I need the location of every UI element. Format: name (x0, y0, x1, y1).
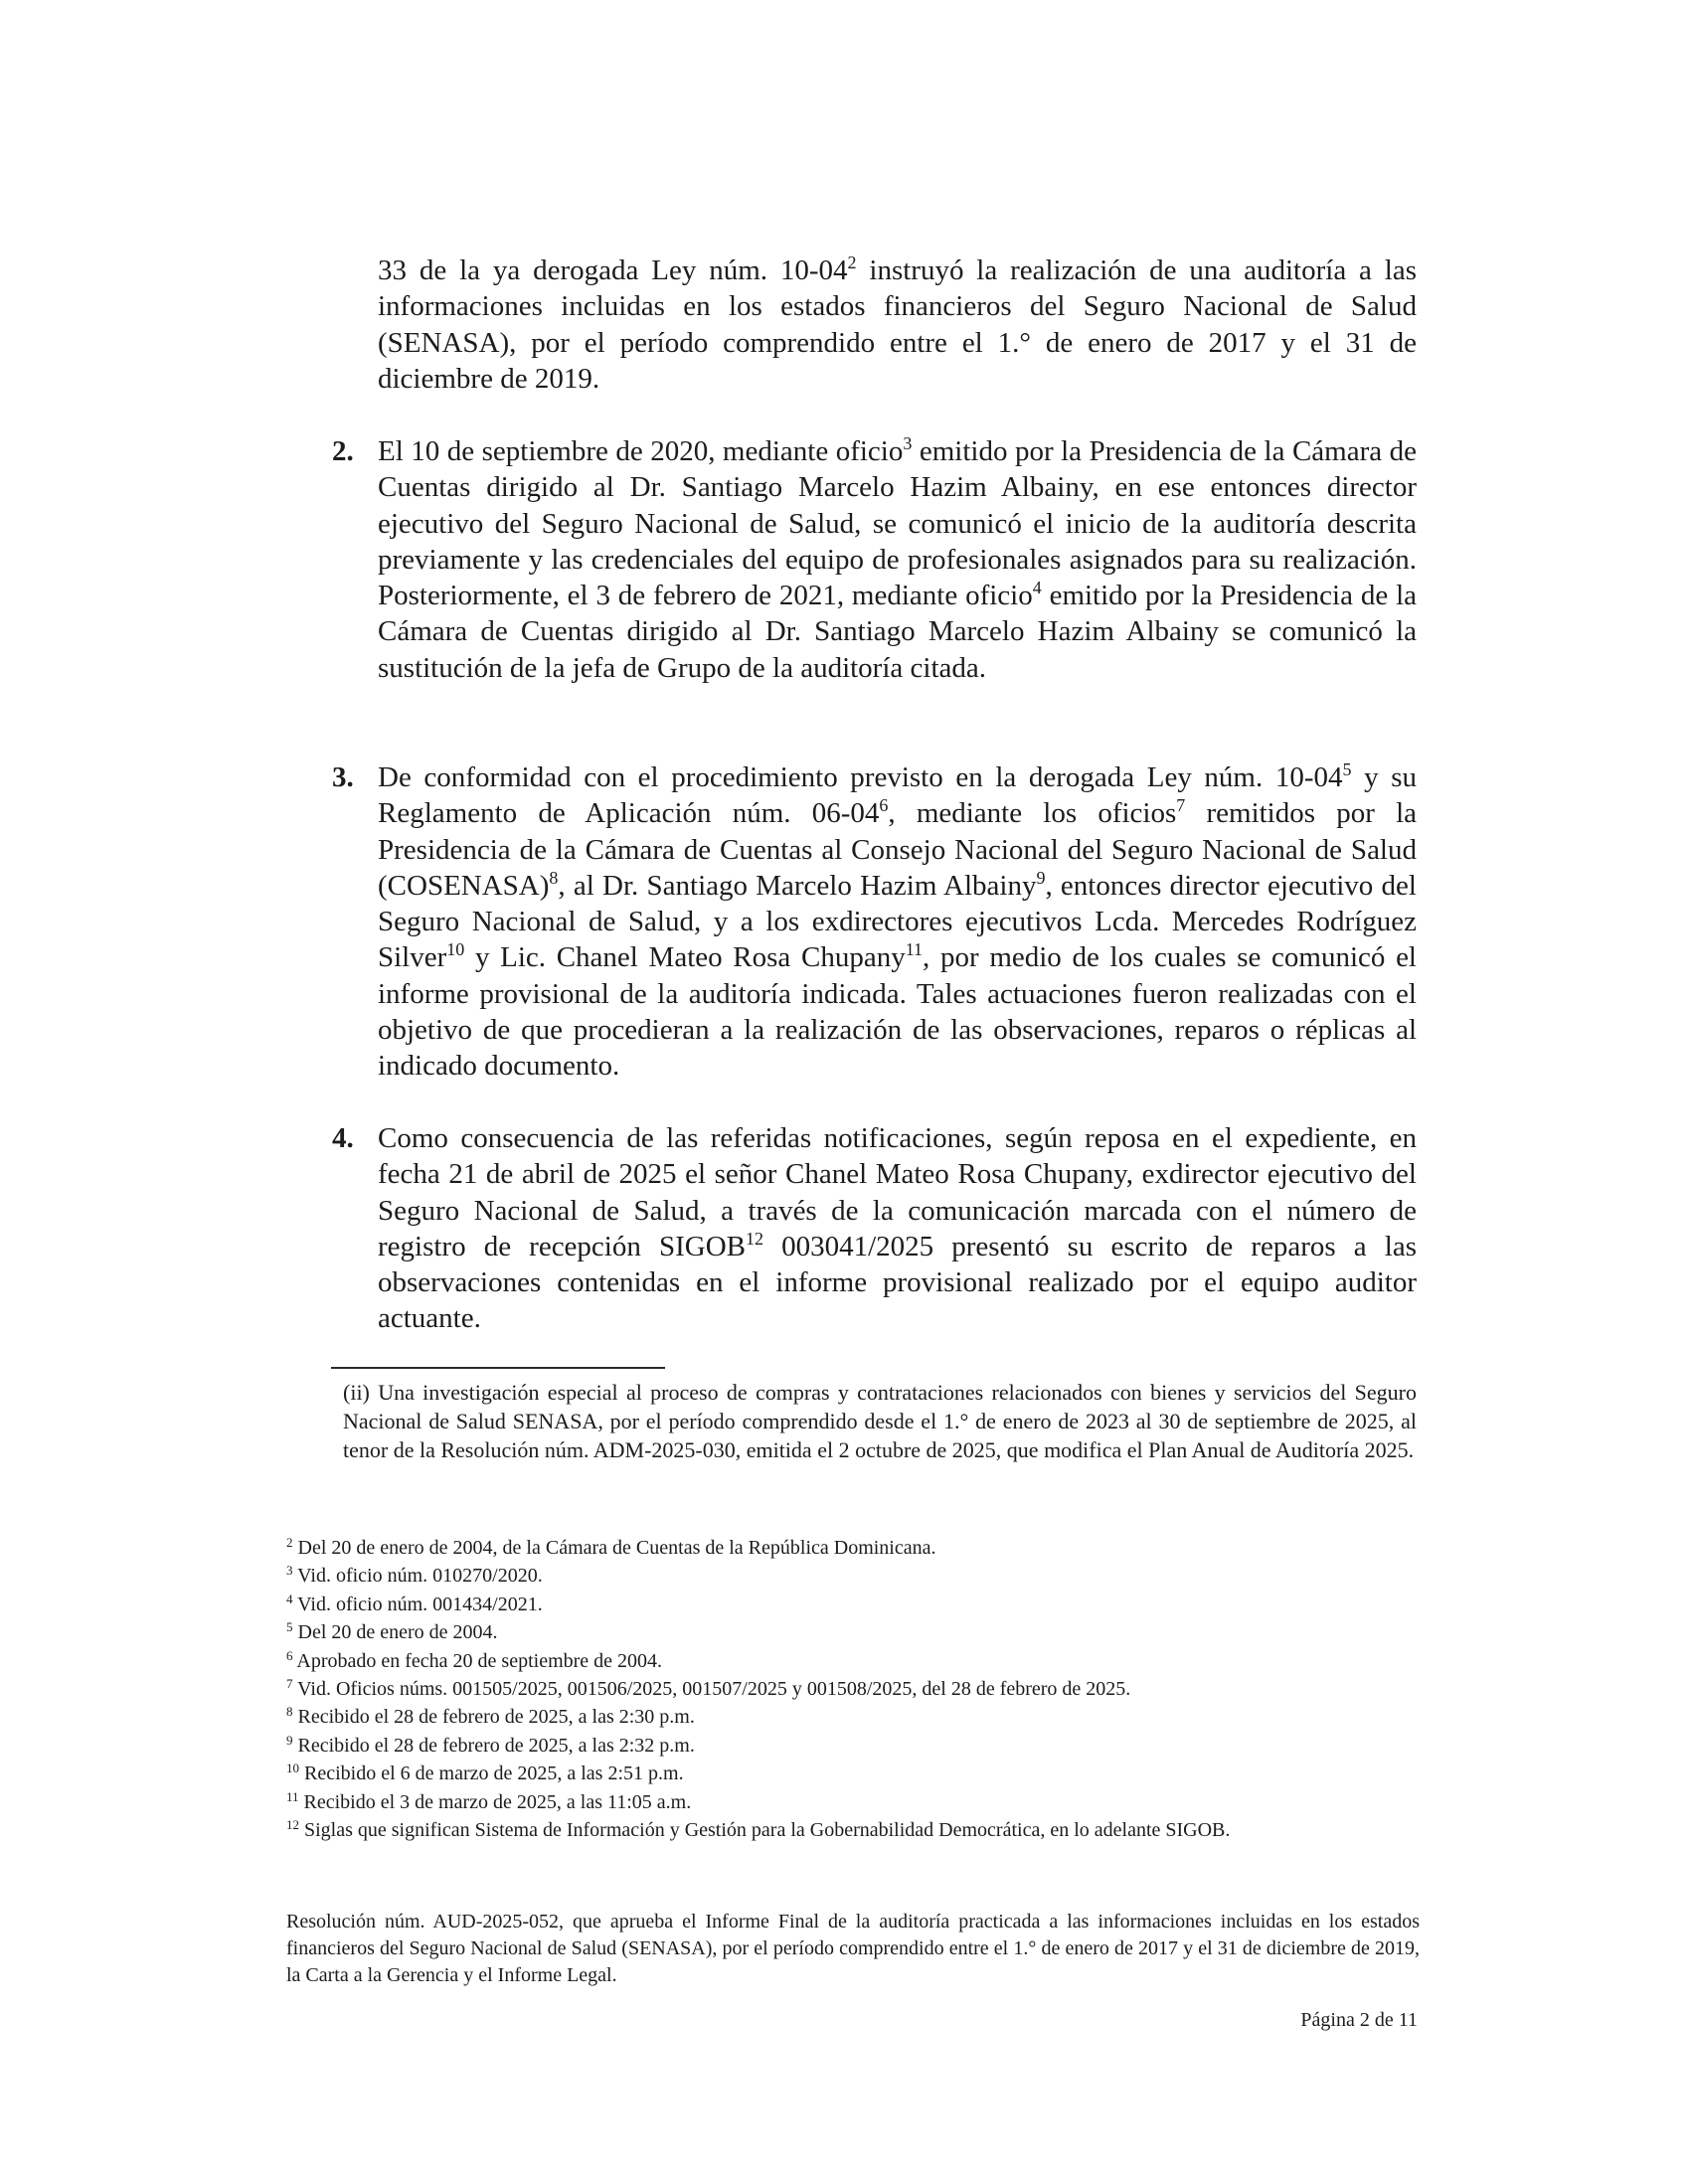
footnote-10 (286, 1760, 1420, 1787)
footnote-text: Aprobado en fecha 20 de septiembre de 2004. (292, 1649, 663, 1672)
footnote-text: Vid. oficio núm. 010270/2020. (292, 1565, 543, 1588)
footnote-text: Del 20 de enero de 2004. (292, 1621, 498, 1644)
footnote-text: Siglas que significan Sistema de Información y Gestión para la Gobernabilidad Democrática, en lo adelante SIGOB. (299, 1819, 1231, 1842)
footnote-12 (286, 1816, 1420, 1844)
footnote-number: 11 (286, 1788, 299, 1804)
footnote-text: Recibido el 28 de febrero de 2025, a las 2:32 p.m. (292, 1734, 695, 1757)
resolution-footer: Resolución núm. AUD-2025-052, que aprueba el Informe Final de la auditoría practicada a las informaciones incluidas en los estados financieros del Seguro Nacional de Salud (SENASA), por el período comprendido entre el 1.° de enero de 2017 y el 31 de diciembre de 2019, la Carta a la Gerencia y el Informe Legal. (286, 1911, 1420, 1986)
footnote-number: 4 (286, 1591, 293, 1606)
paragraph-text: , por medio de los cuales se comunicó el informe provisional de la auditoría indicada. Tales actuaciones fueron realizadas con el objetivo de que procedieran a la realización de las observaciones, reparos o réplicas al indicado documento. (378, 941, 1417, 1083)
footnote-number: 9 (286, 1732, 293, 1748)
footnote-number: 6 (286, 1647, 293, 1663)
paragraph-text: , mediante los oficios (888, 797, 1177, 830)
footnote-6 (286, 1647, 1420, 1675)
footnote-text: Recibido el 28 de febrero de 2025, a las 2:30 p.m. (292, 1706, 695, 1729)
paragraph-text: y Lic. Chanel Mateo Rosa Chupany (464, 941, 906, 974)
footnote-number: 3 (286, 1563, 293, 1579)
footnote-number: 2 (286, 1535, 293, 1550)
footnote-4 (286, 1591, 1420, 1618)
footnote-ref-9: 9 (1036, 867, 1046, 888)
footnote-number: 8 (286, 1704, 293, 1720)
page-number: Página 2 de 11 (1300, 2009, 1418, 2031)
footnote-8 (286, 1703, 1420, 1731)
paragraph-text: De conformidad con el procedimiento previsto en la derogada Ley núm. 10-04 (378, 761, 1343, 793)
footnote-continuation: (ii) Una investigación especial al proceso de compras y contrataciones relacionados con bienes y servicios del Seguro Nacional de Salud SENASA, por el período comprendido desde el 1.° de enero de 2023 al 30 de septiembre de 2025, al tenor de la Resolución núm. ADM-2025-030, emitida el 2 octubre de 2025, que modifica el Plan Anual de Auditoría 2025. (343, 1380, 1417, 1462)
footnote-ref-5: 5 (1342, 759, 1352, 779)
footnote-number: 12 (286, 1817, 299, 1833)
footnote-ref-11: 11 (905, 939, 924, 960)
footnote-5 (286, 1618, 1420, 1646)
numbered-paragraph-2 (332, 433, 1417, 686)
footnote-2 (286, 1534, 1420, 1562)
paragraph-text: emitido por la Presidencia de la Cámara de Cuentas dirigido al Dr. Santiago Marcelo Hazim Albainy se comunicó la sustitución de la jefa de Grupo de la auditoría citada. (378, 580, 1417, 684)
paragraph-text: remitidos por la Presidencia de la Cámara de Cuentas al Consejo Nacional del Seguro Nacional de Salud (COSENASA) (378, 797, 1417, 902)
footnote-ref-6: 6 (879, 795, 889, 816)
footnote-ref-3: 3 (903, 433, 913, 453)
footnote-text: Recibido el 6 de marzo de 2025, a las 2:51 p.m. (299, 1763, 684, 1785)
footnote-separator (331, 1367, 665, 1369)
paragraph-number: 3. (332, 761, 354, 793)
footnote-11 (286, 1788, 1420, 1816)
numbered-paragraph-3 (332, 759, 1417, 1085)
paragraph-text: , entonces director ejecutivo del Seguro Nacional de Salud, y a los exdirectores ejecutivos Lcda. Mercedes Rodríguez Silver (378, 869, 1417, 974)
footnote-number: 7 (286, 1676, 293, 1692)
footnote-text: Del 20 de enero de 2004, de la Cámara de Cuentas de la República Dominicana. (292, 1537, 936, 1559)
paragraph-text: Como consecuencia de las referidas notificaciones, según reposa en el expediente, en fecha 21 de abril de 2025 el señor Chanel Mateo Rosa Chupany, exdirector ejecutivo del Seguro Nacional de Salud, a través de la comunicación marcada con el número de registro de recepción SIGOB (378, 1122, 1417, 1262)
paragraph-text: , al Dr. Santiago Marcelo Hazim Albainy (558, 869, 1037, 902)
footnote-text: Vid. oficio núm. 001434/2021. (292, 1593, 543, 1615)
footnote-ref-4: 4 (1032, 578, 1042, 598)
footnote-ref-10: 10 (446, 939, 465, 960)
paragraph-body (378, 761, 1417, 1082)
footnote-9 (286, 1732, 1420, 1760)
footnote-ref-2: 2 (847, 252, 857, 272)
footnote-number: 10 (286, 1761, 299, 1776)
paragraph-text: emitido por la Presidencia de la Cámara de Cuentas dirigido al Dr. Santiago Marcelo Hazim Albainy, en ese entonces director ejecutivo del Seguro Nacional de Salud, se comunicó el inicio de la auditoría descrita previamente y las credenciales del equipo de profesionales asignados para su realización. Posteriormente, el 3 de febrero de 2021, mediante oficio (378, 435, 1417, 612)
footnote-3 (286, 1562, 1420, 1590)
footnote-text: Recibido el 3 de marzo de 2025, a las 11:05 a.m. (298, 1790, 692, 1813)
paragraph-number: 2. (332, 435, 354, 467)
paragraph-number: 4. (332, 1122, 354, 1154)
footnote-ref-7: 7 (1176, 795, 1186, 816)
paragraph-body (378, 435, 1417, 684)
footnote-text: Vid. Oficios núms. 001505/2025, 001506/2025, 001507/2025 y 001508/2025, del 28 de febrero de 2025. (292, 1678, 1131, 1701)
footnotes-list (286, 1534, 1420, 1844)
footnote-ref-8: 8 (549, 867, 559, 888)
footnote-number: 5 (286, 1619, 293, 1635)
paragraph-1-continuation: 33 de la ya derogada Ley núm. $10-04^2$ instruyó la realización de una auditoría a las informaciones incluidas en los estados financieros del Seguro Nacional de Salud (SENASA), por el período comprendido entre el 1.° de enero de 2017 y el 31 de diciembre de 2019. (378, 252, 1417, 395)
paragraph-text: 003041/2025 presentó su escrito de reparos a las observaciones contenidas en el informe provisional realizado por el equipo auditor actuante. (378, 1230, 1417, 1335)
footnote-7 (286, 1675, 1420, 1703)
paragraph-text: y su Reglamento de Aplicación núm. 06-04 (378, 761, 1417, 830)
footnote-ref-12: 12 (745, 1228, 763, 1249)
paragraph-body (378, 1122, 1417, 1334)
numbered-paragraph-4 (332, 1120, 1417, 1337)
paragraph-text: El 10 de septiembre de 2020, mediante oficio (378, 435, 904, 467)
